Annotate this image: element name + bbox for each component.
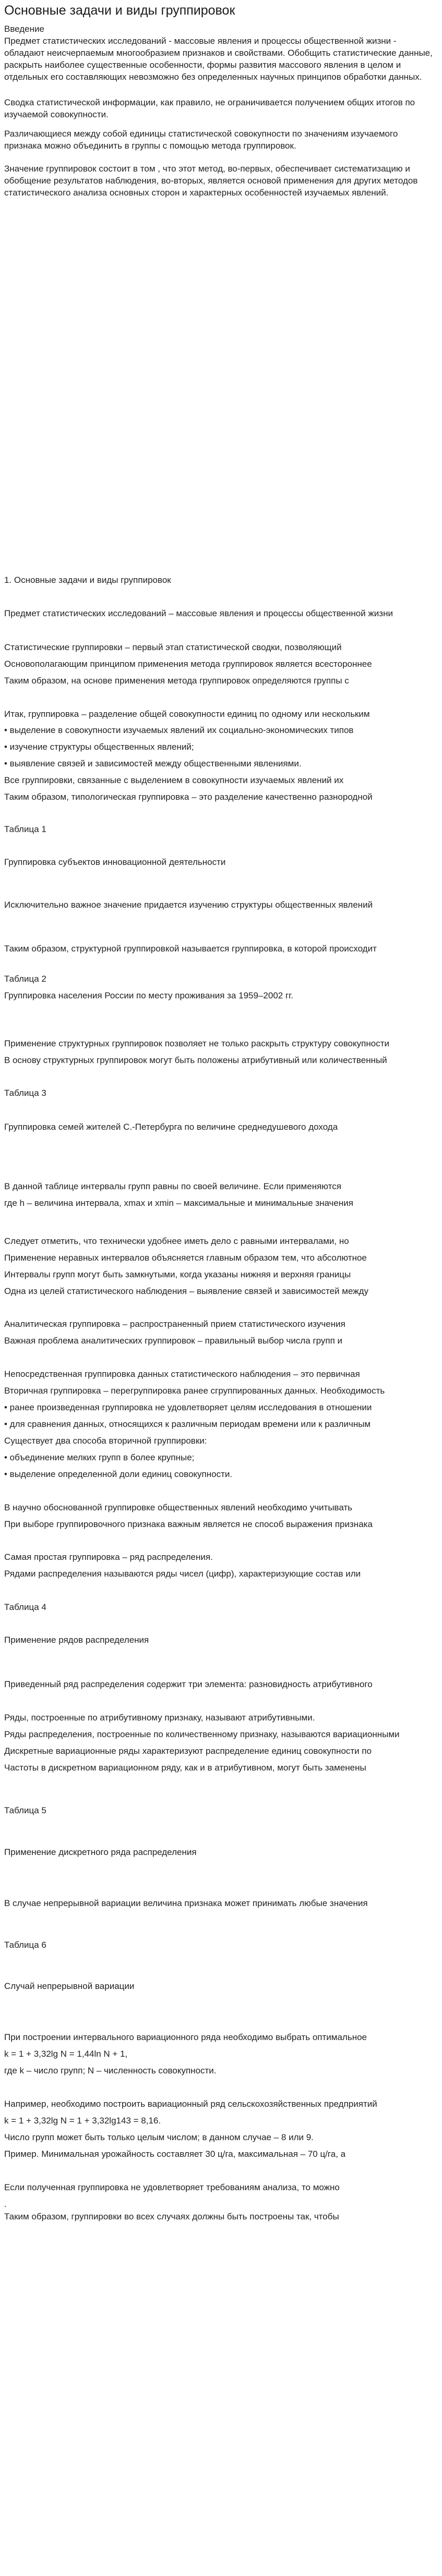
body-line: В научно обоснованной группировке общественных явлений необходимо учитывать <box>4 1503 353 1512</box>
bullet-item: • выявление связей и зависимостей между общественными явлениями. <box>4 759 302 768</box>
section-heading: 1. Основные задачи и виды группировок <box>4 575 171 585</box>
body-line: . <box>4 2199 7 2209</box>
body-line: где k – число групп; N – численность совокупности. <box>4 2066 217 2076</box>
body-line: Ряды распределения, построенные по количественному признаку, называются вариационными <box>4 1729 400 1739</box>
body-line: Вторичная группировка – перегруппировка ранее сгруппированных данных. Необходимость <box>4 1386 385 1396</box>
formula: k = 1 + 3,32lg N = 1,44ln N + 1, <box>4 2049 128 2059</box>
body-line: Итак, группировка – разделение общей совокупности единиц по одному или нескольким <box>4 709 370 719</box>
body-line: Существует два способа вторичной группировки: <box>4 1436 207 1446</box>
table-label: Таблица 6 <box>4 1940 46 1950</box>
intro-paragraph: Значение группировок состоит в том , что этот метод, во-первых, обеспечивает систематизацию и обобщение результатов наблюдения, во-вторых, является основой применения для других методов статистического анализа основных сторон и характерных особенностей изучаемых явлений. <box>4 164 418 198</box>
body-line: Все группировки, связанные с выделением в совокупности изучаемых явлений их <box>4 775 344 785</box>
intro-paragraph: Различающиеся между собой единицы статистической совокупности по значениям изучаемого признака можно объединить в группы с помощью метода группировок. <box>4 129 398 151</box>
bullet-item: • объединение мелких групп в более крупные; <box>4 1452 195 1462</box>
table-label: Таблица 2 <box>4 974 46 984</box>
body-line: В случае непрерывной вариации величина признака может принимать любые значения <box>4 1898 368 1908</box>
table-caption: Применение дискретного ряда распределения <box>4 1847 197 1857</box>
body-line: Например, необходимо построить вариационный ряд сельскохозяйственных предприятий <box>4 2099 377 2109</box>
body-line: Важная проблема аналитических группировок – правильный выбор числа групп и <box>4 1336 343 1346</box>
page-title: Основные задачи и виды группировок <box>4 3 235 18</box>
table-caption: Группировка семей жителей С.-Петербурга по величине среднедушевого дохода <box>4 1122 338 1132</box>
body-line: При выборе группировочного признака важным является не способ выражения признака <box>4 1519 373 1529</box>
intro-paragraph: Предмет статистических исследований - массовые явления и процессы общественной жизни - обладают неисчерпаемым многообразием признаков и свойствами. Обобщить статистические данные, раскрыть наиболее существенные особенности, формы развития массового явления в целом и отдельных его составляющих невозможно без определенных научных принципов обработки данных. <box>4 36 433 82</box>
body-line: Дискретные вариационные ряды характеризуют распределение единиц совокупности по <box>4 1746 372 1756</box>
bullet-item: • выделение в совокупности изучаемых явлений их социально-экономических типов <box>4 725 354 735</box>
table-caption: Применение рядов распределения <box>4 1635 149 1645</box>
body-line: Применение неравных интервалов объясняется главным образом тем, что абсолютное <box>4 1253 367 1263</box>
intro-heading: Введение <box>4 24 44 34</box>
body-line: Рядами распределения называются ряды чисел (цифр), характеризующие состав или <box>4 1569 361 1579</box>
body-line: Интервалы групп могут быть замкнутыми, когда указаны нижняя и верхняя границы <box>4 1269 351 1279</box>
body-line: Приведенный ряд распределения содержит три элемента: разновидность атрибутивного <box>4 1679 373 1689</box>
body-line: Одна из целей статистического наблюдения – выявление связей и зависимостей между <box>4 1286 368 1296</box>
body-line: Следует отметить, что технически удобнее иметь дело с равными интервалами, но <box>4 1236 349 1246</box>
body-line: Исключительно важное значение придается изучению структуры общественных явлений <box>4 900 373 910</box>
bullet-item: • для сравнения данных, относящихся к различным периодам времени или к различным <box>4 1419 371 1429</box>
body-line: Таким образом, на основе применения метода группировок определяются группы с <box>4 676 349 686</box>
bullet-item: • выделение определенной доли единиц совокупности. <box>4 1469 233 1479</box>
body-line: Число групп может быть только целым числом; в данном случае – 8 или 9. <box>4 2132 314 2142</box>
table-label: Таблица 1 <box>4 824 46 834</box>
body-line: Самая простая группировка – ряд распределения. <box>4 1552 213 1562</box>
intro-paragraph: Сводка статистической информации, как правило, не ограничивается получением общих итогов по изучаемой совокупности. <box>4 97 415 119</box>
table-caption: Группировка населения России по месту проживания за 1959–2002 гг. <box>4 991 293 1000</box>
body-line: Пример. Минимальная урожайность составляет 30 ц/га, максимальная – 70 ц/га, а <box>4 2149 346 2159</box>
body-line: Если полученная группировка не удовлетворяет требованиям анализа, то можно <box>4 2182 340 2192</box>
body-line: Частоты в дискретном вариационном ряду, как и в атрибутивном, могут быть заменены <box>4 1763 366 1773</box>
bullet-item: • изучение структуры общественных явлений; <box>4 742 194 752</box>
body-line: Аналитическая группировка – распространенный прием статистического изучения <box>4 1319 345 1329</box>
formula: k = 1 + 3,32lg N = 1 + 3,32lg143 = 8,16. <box>4 2116 161 2126</box>
table-caption: Случай непрерывной вариации <box>4 1981 135 1991</box>
body-line: Применение структурных группировок позволяет не только раскрыть структуру совокупности <box>4 1039 389 1048</box>
body-line: Таким образом, типологическая группировка – это разделение качественно разнородной <box>4 792 373 802</box>
table-label: Таблица 3 <box>4 1088 46 1098</box>
body-line: где h – величина интервала, xmax и xmin – максимальные и минимальные значения <box>4 1198 353 1208</box>
body-line: В основу структурных группировок могут быть положены атрибутивный или количественный <box>4 1055 387 1065</box>
body-line: В данной таблице интервалы групп равны по своей величине. Если применяются <box>4 1181 341 1191</box>
body-line: Основополагающим принципом применения метода группировок является всестороннее <box>4 659 372 669</box>
body-line: Непосредственная группировка данных статистического наблюдения – это первичная <box>4 1369 360 1379</box>
body-line: При построении интервального вариационного ряда необходимо выбрать оптимальное <box>4 2032 367 2042</box>
body-line: Таким образом, структурной группировкой называется группировка, в которой происходит <box>4 944 377 954</box>
bullet-item: • ранее произведенная группировка не удовлетворяет целям исследования в отношении <box>4 1402 372 1412</box>
body-line: Таким образом, группировки во всех случаях должны быть построены так, чтобы <box>4 2212 339 2221</box>
table-label: Таблица 4 <box>4 1602 46 1612</box>
body-line: Статистические группировки – первый этап статистической сводки, позволяющий <box>4 642 342 652</box>
table-label: Таблица 5 <box>4 1805 46 1815</box>
table-caption: Группировка субъектов инновационной деятельности <box>4 857 226 867</box>
body-line: Предмет статистических исследований – массовые явления и процессы общественной жизни <box>4 608 393 618</box>
body-line: Ряды, построенные по атрибутивному признаку, называют атрибутивными. <box>4 1713 315 1723</box>
